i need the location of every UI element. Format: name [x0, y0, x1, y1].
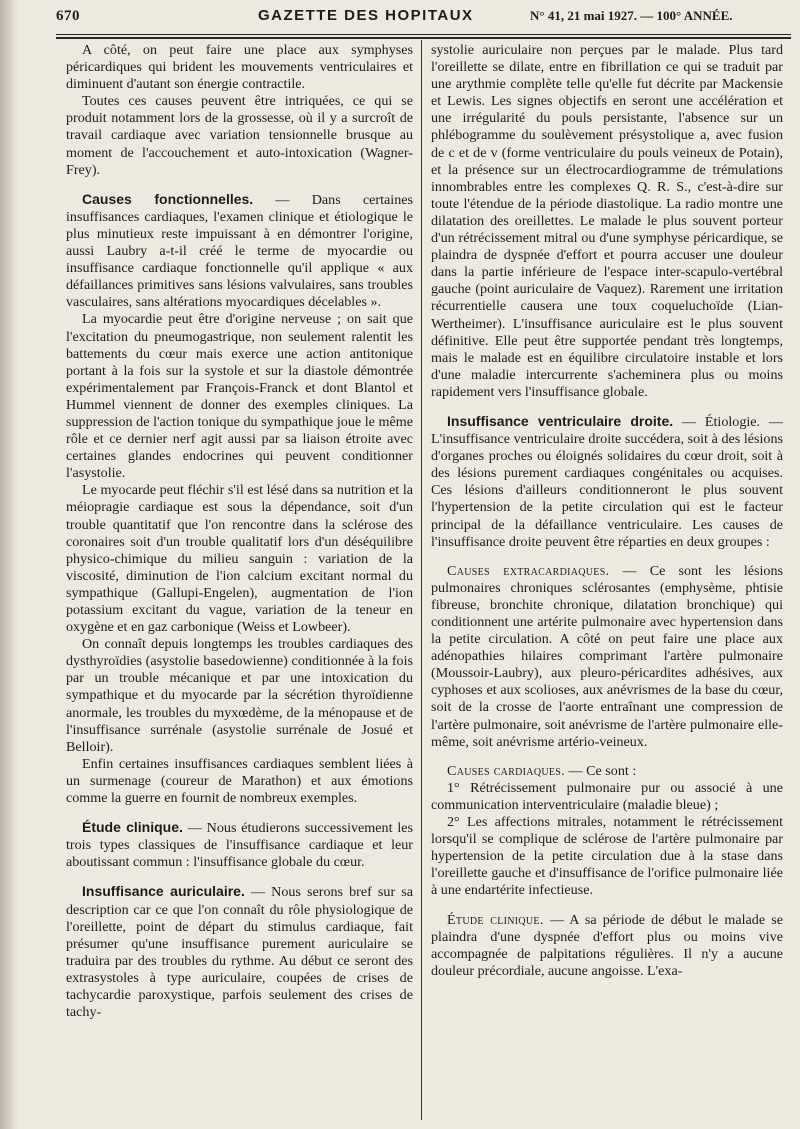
journal-title: GAZETTE DES HOPITAUX — [258, 7, 474, 24]
paragraph-text: Toutes ces causes peuvent être intriquées, ce qui se produit notamment lors de la grossesse, où il y a surcroît de travail cardiaque avec variation tensionnelle brusque au moment de l'accouchement et auto-intoxication (Wagner-Frey). — [66, 93, 413, 178]
page-number: 670 — [56, 8, 80, 24]
paragraph-text: — Nous étudierons successivement les trois types classiques de l'insuffisance cardiaque et leur aboutissant commun : l'insuffisance globale du cœur. — [66, 820, 413, 871]
paragraph-text: La myocardie peut être d'origine nerveuse ; on sait que l'excitation du pneumogastrique, non seulement ralentit les battements du cœur mais exerce une action antitonique portant à la fois sur la systole et sur la diastole démontrée expérimentalement par François-Franck et dont Blantol et Hummel viennent de donner des exemples cliniques. La suppression de l'action tonique du sympathique joue le même rôle et ce dernier nerf agit aussi par sa liaison étroite avec certaines glandes endocrines qui peuvent conditionner l'asystolie. — [66, 311, 413, 482]
paragraph — [431, 763, 783, 780]
paragraph — [431, 563, 783, 751]
paragraph-text: On connaît depuis longtemps les troubles cardiaques des dysthyroïdies (asystolie basedowienne) conditionnée à la fois par un trouble mécanique et par une intoxication du sympathique et du myocarde par la sécrétion thyroïdienne anormale, les troubles du myxœdème, de la ménopause et de l'insuffisance surrénale (asystolie surrénale de Josué et Belloir). — [66, 636, 413, 755]
paragraph — [66, 482, 413, 636]
paragraph — [431, 912, 783, 980]
paragraph-text: Le myocarde peut fléchir s'il est lésé dans sa nutrition et la méiopragie cardiaque est sous la dépendance, soit d'un trouble quantitatif que l'on rencontre dans la sclérose des coronaires soit d'un trouble qualitatif lors d'un déséquilibre physico-chimique du milieu sanguin : variation de la viscosité, diminution de l'ion calcium excitant normal du sympathique (Gallupi-Engelen), augmentation de l'ion potassium excitant du vague, variation de la teneur en oxygène et en gaz carbonique (Weiss et Lowbeer). — [66, 482, 413, 636]
paragraph-text: — Ce sont : — [564, 762, 637, 779]
paragraph-text: Enfin certaines insuffisances cardiaques semblent liées à un surmenage (coureur de Marathon) et aux émotions comme la guerre en fournit de nombreux exemples. — [66, 755, 413, 807]
paragraph — [66, 756, 413, 807]
section-heading: Insuffisance ventriculaire droite. — [447, 412, 674, 429]
page-edge-shadow — [0, 0, 18, 1129]
paragraph — [431, 42, 783, 401]
paragraph-text: — Nous serons bref sur sa description car ce que l'on connaît du rôle physiologique de l'oreillette, point de départ du stimulus cardiaque, fait présumer qu'une insuffisance purement auriculaire se traduira par des troubles du rythme. Au début ce seront des extrasystoles à type auriculaire, coupées de crises de tachycardie paroxystique, parfois seulement des crises de tachy- — [66, 884, 413, 1021]
paragraph — [66, 191, 413, 312]
subsection-heading: Causes cardiaques. — [447, 762, 565, 779]
paragraph — [431, 780, 783, 814]
section-heading: Causes fonctionnelles. — [82, 190, 254, 207]
paragraph-text: — A sa période de début le malade se plaindra d'une dyspnée d'effort plus ou moins vive accompagnée de palpitations régulières. Il n'y a aucune douleur précordiale, aucune angoisse. L'exa- — [431, 911, 783, 979]
issue-info: N° 41, 21 mai 1927. — 100° ANNÉE. — [530, 8, 733, 23]
header-rule — [56, 34, 791, 35]
subsection-heading: Causes extracardiaques. — [447, 562, 610, 579]
paragraph-text: — Étiologie. — L'insuffisance ventriculaire droite succédera, soit à des lésions d'organes proches ou éloignés solidaires du cœur droit, soit à des lésions purement cardiaques congénitales ou acquises. Ces lésions d'ailleurs conditionneront le plus souvent l'hypertension de la petite circulation qui est le facteur principal de la défaillance ventriculaire. Les causes de l'insuffisance droite peuvent être réparties en deux groupes : — [431, 413, 783, 550]
paragraph — [66, 93, 413, 178]
section-heading: Étude clinique. — [82, 819, 183, 836]
paragraph — [66, 636, 413, 756]
column-divider — [421, 40, 422, 1120]
paragraph-text: 2° Les affections mitrales, notamment le rétrécissement lorsqu'il se complique de sclérose de l'artère pulmonaire par hypertension de la petite circulation due à la stase dans l'oreillette gauche et d'insuffisance de l'orifice pulmonaire liée à une endartérite infectieuse. — [431, 814, 783, 899]
paragraph — [66, 311, 413, 482]
subsection-heading: Étude clinique. — [447, 911, 544, 928]
paragraph — [431, 814, 783, 899]
paragraph-text: A côté, on peut faire une place aux symphyses péricardiques qui brident les mouvements ventriculaires et diminuent d'autant son énergie contractile. — [66, 42, 413, 93]
header-rule-thick — [56, 37, 791, 39]
page-header — [0, 0, 800, 30]
paragraph — [66, 819, 413, 871]
paragraph — [431, 413, 783, 551]
paragraph-text: 1° Rétrécissement pulmonaire pur ou associé à une communication interventriculaire (maladie bleue) ; — [431, 779, 783, 813]
paragraph — [66, 42, 413, 93]
paragraph — [66, 883, 413, 1021]
paragraph-text: — Dans certaines insuffisances cardiaques, l'examen clinique et étiologique le plus minutieux reste impuissant à en démontrer l'origine, aussi Laubry a-t-il créé le terme de myocardie ou insuffisance cardiaque fonctionnelle qu'il applique « aux défaillances primitives sans lésions valvulaires, sans troubles vasculaires, sans altérations myocardiques décelables ». — [66, 191, 413, 311]
section-heading: Insuffisance auriculaire. — [82, 883, 245, 900]
right-column — [431, 42, 783, 980]
paragraph-text: systolie auriculaire non perçues par le malade. Plus tard l'oreillette se dilate, entre en fibrillation ce qui se traduit par une arythmie complète telle qu'elle fut décrite par Mackensie et Lewis. Les signes objectifs en seront une accélération et une irrégularité du pouls persistante, l'absence sur un phlébogramme du soulèvement présystolique a, avec fusion de c et de v (forme ventriculaire du pouls veineux de Potain), et la présence sur un électrocardiogramme de trémulations innombrables entre les complexes Q. R. S., c'est-à-dire sur toute l'étendue de la période diastolique. La radio montre une dilatation des oreillettes. Le malade le plus souvent porteur d'un rétrécissement mitral ou d'une symphyse péricardique, se plaindra de dyspnée d'effort et pourra accuser une douleur dans la partie inférieure de l'espace inter-scapulo-vertébral gauche (point auriculaire de Vaquez). Rarement une irritation récurrentielle causera une toux coqueluchoïde (Lian-Wertheimer). L'insuffisance auriculaire est le plus souvent définitive. Elle peut être supportée pendant très longtemps, mais le malade est en équilibre circulatoire instable et lors d'une maladie intercurrente s'acheminera plus ou moins rapidement vers l'insuffisance globale. — [431, 42, 783, 400]
left-column — [66, 42, 413, 1021]
paragraph-text: — Ce sont les lésions pulmonaires chroniques sclérosantes (emphysème, phtisie fibreuse, bronchite chronique, dilatation bronchique) qui conditionnent une artérite pulmonaire avec hypertension dans la petite circulation. A côté on peut faire une place aux adénopathies hilaires comprimant l'artère pulmonaire (Moussoir-Laubry), aux pleuro-péricardites adhésives, aux cyphoses et aux scolioses, aux anévrismes de la base du cœur, soit de la crosse de l'aorte entraînant une compression de l'artère pulmonaire, soit anévrisme de l'artère pulmonaire elle-même, soit anévrisme artério-veineux. — [431, 562, 783, 750]
